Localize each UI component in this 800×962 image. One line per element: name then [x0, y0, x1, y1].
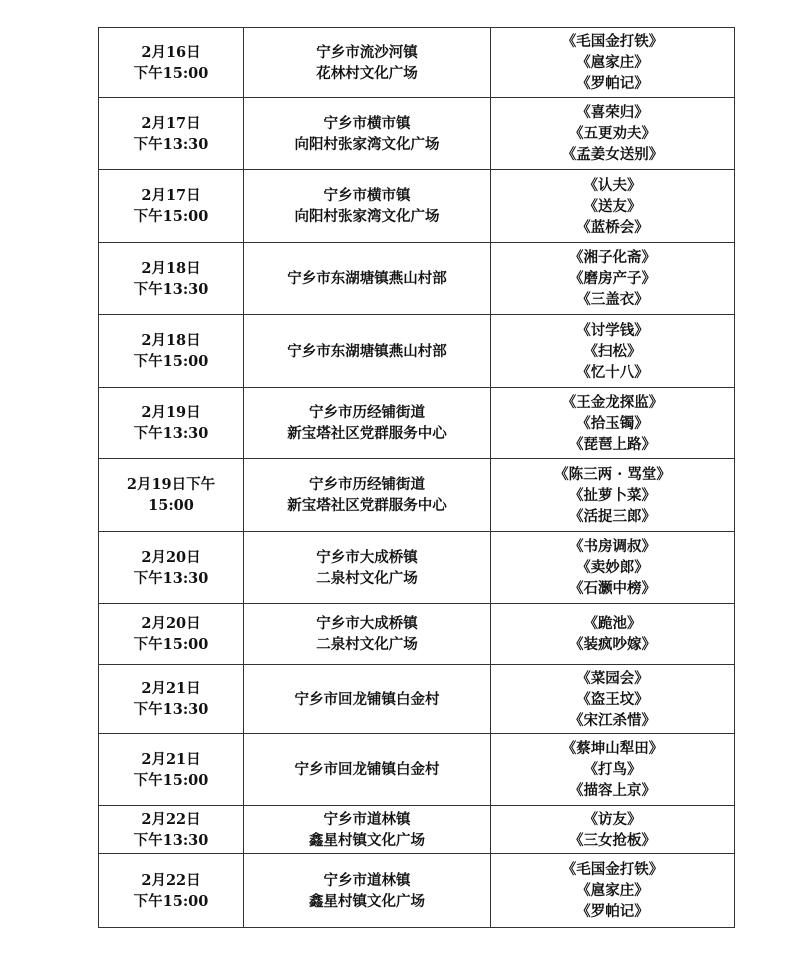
program-cell: [491, 28, 735, 98]
datetime-cell: [99, 734, 244, 806]
time-text: 下午13:30: [133, 135, 209, 153]
venue-line: 宁乡市历经铺街道: [309, 404, 425, 421]
program-cell: [491, 315, 735, 388]
program-title: 《忆十八》: [576, 363, 649, 381]
venue-cell: [244, 854, 491, 928]
date-text: 2月21日: [141, 680, 201, 697]
program-title: 《扯萝卜菜》: [569, 486, 656, 504]
date-text: 2月22日: [141, 810, 201, 828]
venue-line: 花林村文化广场: [316, 64, 418, 82]
datetime-cell: [99, 28, 244, 98]
program-cell: [491, 604, 735, 665]
program-title: 《石灏中榜》: [569, 580, 656, 597]
table-row: [99, 315, 735, 388]
program-cell: [491, 170, 735, 243]
table-row: [99, 665, 735, 734]
table-row: [99, 532, 735, 604]
program-title: 《拾玉镯》: [576, 414, 649, 432]
program-title: 《蓝桥会》: [576, 218, 649, 236]
program-title: 《罗帕记》: [576, 75, 649, 92]
datetime-cell: [99, 170, 244, 243]
program-title: 《访友》: [583, 810, 642, 828]
venue-line: 宁乡市回龙铺镇白金村: [294, 690, 440, 708]
program-title: 《磨房产子》: [569, 270, 656, 287]
time-text: 下午13:30: [133, 280, 209, 298]
program-cell: [491, 806, 735, 854]
program-title: 《喜荣归》: [576, 104, 649, 121]
program-title: 《送友》: [583, 197, 642, 215]
date-text: 2月21日: [141, 750, 201, 768]
program-title: 《扈家庄》: [576, 882, 649, 899]
program-cell: [491, 243, 735, 315]
program-title: 《琵琶上路》: [569, 435, 656, 453]
venue-line: 鑫星村镇文化广场: [309, 892, 425, 910]
date-text: 2月16日: [141, 43, 201, 61]
venue-line: 宁乡市横市镇: [323, 187, 411, 204]
venue-cell: [244, 170, 491, 243]
venue-line: 宁乡市历经铺街道: [309, 476, 425, 493]
date-text: 2月20日: [141, 615, 201, 632]
program-title: 《认夫》: [583, 176, 642, 194]
program-title: 《孟姜女送别》: [561, 146, 664, 163]
program-cell: [491, 734, 735, 806]
program-title: 《五更劝夫》: [569, 125, 656, 142]
venue-line: 向阳村张家湾文化广场: [294, 208, 440, 225]
venue-line: 宁乡市横市镇: [323, 114, 411, 132]
venue-line: 宁乡市大成桥镇: [316, 548, 418, 566]
program-title: 《装疯吵嫁》: [569, 636, 656, 653]
program-title: 《扫松》: [583, 342, 642, 360]
table-row: [99, 604, 735, 665]
table-row: [99, 388, 735, 459]
venue-cell: [244, 734, 491, 806]
venue-cell: [244, 459, 491, 532]
venue-line: 宁乡市道林镇: [323, 810, 411, 828]
time-text: 下午15:00: [133, 64, 209, 82]
program-title: 《打鸟》: [583, 761, 642, 778]
venue-line: 宁乡市回龙铺镇白金村: [294, 761, 440, 778]
time-text: 下午13:30: [133, 569, 209, 587]
table-row: [99, 459, 735, 532]
table-row: [99, 734, 735, 806]
venue-line: 新宝塔社区党群服务中心: [287, 497, 447, 514]
program-title: 《湘子化斋》: [569, 249, 656, 266]
program-title: 《描容上京》: [569, 782, 656, 799]
venue-cell: [244, 98, 491, 170]
datetime-cell: [99, 532, 244, 604]
datetime-cell: [99, 243, 244, 315]
time-text: 下午13:30: [133, 701, 209, 718]
program-title: 《三盖衣》: [576, 291, 649, 308]
program-title: 《三女抢板》: [569, 831, 656, 849]
time-text: 下午15:00: [133, 892, 209, 910]
datetime-cell: [99, 388, 244, 459]
venue-cell: [244, 388, 491, 459]
time-text: 下午15:00: [133, 636, 209, 653]
schedule-body: [99, 28, 735, 928]
program-title: 《盗王坟》: [576, 690, 649, 708]
date-text: 2月19日下午: [126, 476, 216, 493]
program-title: 《王金龙探监》: [561, 393, 664, 411]
venue-cell: [244, 315, 491, 388]
time-text: 下午13:30: [133, 831, 209, 849]
datetime-cell: [99, 315, 244, 388]
venue-line: 宁乡市流沙河镇: [316, 43, 418, 61]
program-title: 《陈三两 · 骂堂》: [554, 465, 671, 483]
program-title: 《卖妙郎》: [576, 559, 649, 576]
venue-cell: [244, 665, 491, 734]
program-title: 《跪池》: [583, 615, 642, 632]
venue-line: 鑫星村镇文化广场: [309, 831, 425, 849]
program-cell: [491, 98, 735, 170]
venue-cell: [244, 604, 491, 665]
venue-line: 宁乡市东湖塘镇燕山村部: [287, 270, 447, 287]
datetime-cell: [99, 665, 244, 734]
venue-cell: [244, 806, 491, 854]
program-title: 《扈家庄》: [576, 54, 649, 71]
time-text: 下午15:00: [133, 771, 209, 789]
time-text: 下午13:30: [133, 425, 209, 442]
venue-line: 新宝塔社区党群服务中心: [287, 425, 447, 442]
venue-line: 二泉村文化广场: [316, 636, 418, 653]
venue-cell: [244, 532, 491, 604]
program-cell: [491, 854, 735, 928]
table-row: [99, 243, 735, 315]
datetime-cell: [99, 604, 244, 665]
program-title: 《活捉三郎》: [569, 507, 656, 525]
table-row: [99, 28, 735, 98]
venue-line: 向阳村张家湾文化广场: [294, 135, 440, 153]
venue-cell: [244, 28, 491, 98]
program-title: 《罗帕记》: [576, 903, 649, 920]
datetime-cell: [99, 854, 244, 928]
datetime-cell: [99, 459, 244, 532]
program-title: 《毛国金打铁》: [561, 861, 664, 878]
program-title: 《讨学钱》: [576, 321, 649, 339]
time-text: 15:00: [148, 497, 194, 514]
program-title: 《书房调叔》: [569, 538, 656, 555]
datetime-cell: [99, 806, 244, 854]
venue-line: 宁乡市东湖塘镇燕山村部: [287, 342, 447, 360]
venue-line: 宁乡市道林镇: [323, 871, 411, 889]
table-row: [99, 170, 735, 243]
date-text: 2月22日: [141, 871, 201, 889]
program-title: 《蔡坤山犁田》: [561, 740, 664, 757]
table-row: [99, 854, 735, 928]
table-row: [99, 806, 735, 854]
table-row: [99, 98, 735, 170]
venue-line: 宁乡市大成桥镇: [316, 615, 418, 632]
datetime-cell: [99, 98, 244, 170]
program-title: 《宋江杀惜》: [569, 711, 656, 729]
time-text: 下午15:00: [133, 353, 209, 370]
program-cell: [491, 388, 735, 459]
date-text: 2月19日: [141, 404, 201, 421]
date-text: 2月17日: [141, 114, 201, 132]
program-title: 《菜园会》: [576, 669, 649, 687]
date-text: 2月17日: [141, 187, 201, 204]
program-cell: [491, 459, 735, 532]
date-text: 2月20日: [141, 548, 201, 566]
schedule-table: [98, 27, 735, 928]
venue-line: 二泉村文化广场: [316, 569, 418, 587]
time-text: 下午15:00: [133, 208, 209, 225]
program-title: 《毛国金打铁》: [561, 33, 664, 50]
date-text: 2月18日: [141, 332, 201, 349]
program-cell: [491, 665, 735, 734]
date-text: 2月18日: [141, 259, 201, 277]
venue-cell: [244, 243, 491, 315]
program-cell: [491, 532, 735, 604]
